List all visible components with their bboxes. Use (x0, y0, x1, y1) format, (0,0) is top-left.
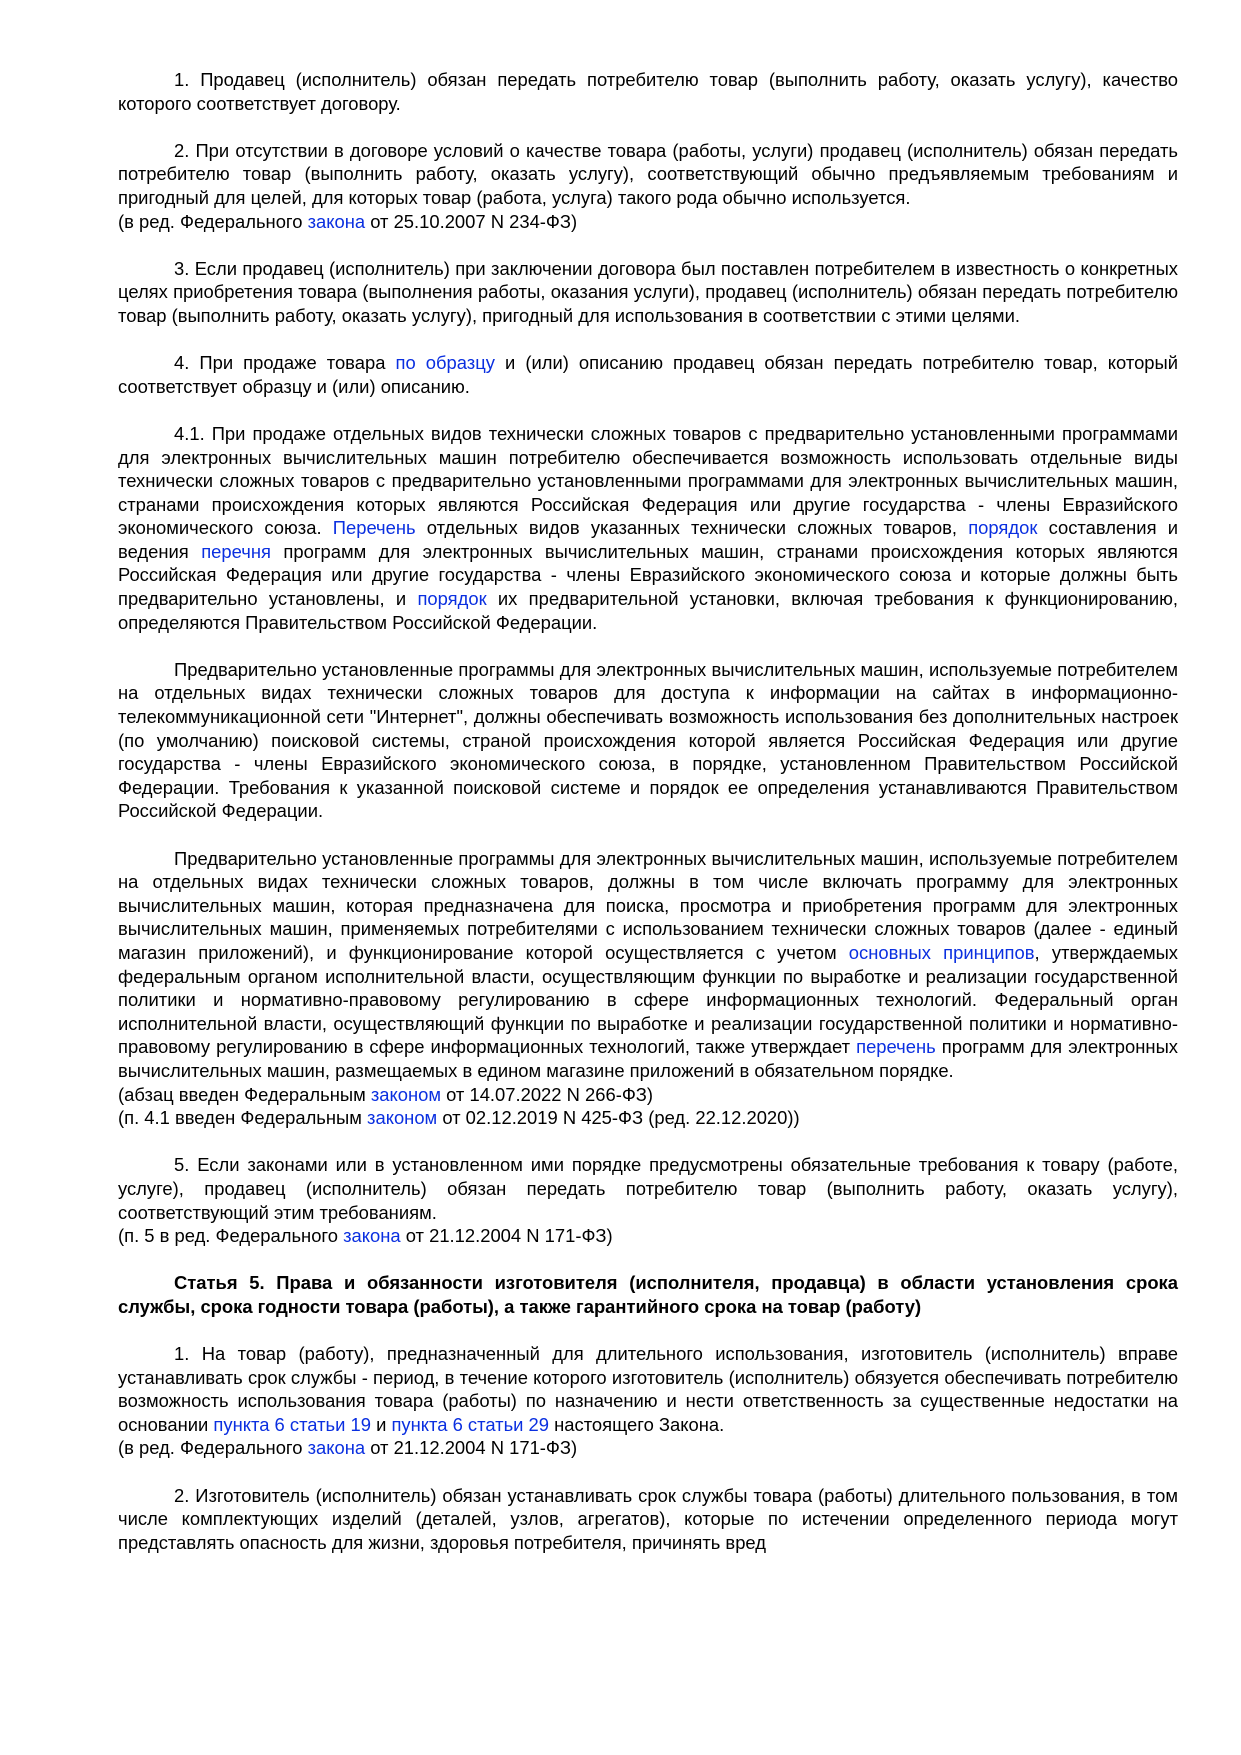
list-link[interactable]: перечень (856, 1036, 936, 1058)
amendment-note: (п. 4.1 введен Федеральным законом от 02.12.2019 N 425-ФЗ (ред. 22.12.2020)) (118, 1107, 800, 1129)
procedure-link[interactable]: порядок (968, 517, 1038, 539)
paragraph-4-3: 3. Если продавец (исполнитель) при заключении договора был поставлен потребителем в известность о конкретных целях приобретения товара (выполнения работы, оказания услуги), продавец (исполнитель) обязан передать потребителю товар (выполнить работу, оказать услугу), пригодный для использования в соответствии с этими целями. (118, 257, 1178, 326)
document-page (118, 68, 1178, 1554)
paragraph-4-4-1: 4.1. При продаже отдельных видов технически сложных товаров с предварительно установленными программами для электронных вычислительных машин потребителю обеспечивается возможность использовать отдельные виды технически сложных товаров с предварительно установленными программами для электронных вычислительных машин, странами происхождения которых являются Российская Федерация или другие государства - члены Евразийского экономического союза. Перечень отдельных видов указанных технически сложных товаров, порядок составления и ведения перечня программ для электронных вычислительных машин, странами происхождения которых являются Российская Федерация или другие государства - члены Евразийского экономического союза и которые должны быть предварительно установлены, и порядок их предварительной установки, включая требования к функционированию, определяются Правительством Российской Федерации. (118, 422, 1179, 633)
paragraph-5-1: 1. На товар (работу), предназначенный для длительного использования, изготовитель (исполнитель) вправе устанавливать срок службы - период, в течение которого изготовитель (исполнитель) обязуется обеспечивать потребителю возможность использования товара (работы) по назначению и нести ответственность за существенные недостатки на основании пункта 6 статьи 19 и пункта 6 статьи 29 настоящего Закона. (в ред. Федерального закона от 21.12.2004 N 171-ФЗ) (118, 1343, 1178, 1459)
law-link[interactable]: законом (370, 1083, 441, 1105)
paragraph-search-system: Предварительно установленные программы для электронных вычислительных машин, используемые потребителем на отдельных видах технически сложных товаров для доступа к информации на сайтах в информационно-телекоммуникационной сети "Интернет", должны обеспечивать возможность использования без дополнительных настроек (по умолчанию) поисковой системы, страной происхождения которой является Российская Федерация или другие государства - члены Евразийского экономического союза, в порядке, установленном Правительством Российской Федерации. Требования к указанной поисковой системе и порядок ее определения устанавливаются Правительством Российской Федерации. (118, 658, 1178, 822)
paragraph-app-store: Предварительно установленные программы для электронных вычислительных машин, используемые потребителем на отдельных видах технически сложных товаров, должны в том числе включать программу для электронных вычислительных машин, которая предназначена для поиска, просмотра и приобретения программ для электронных вычислительных машин, применяемых потребителями с использованием технически сложных товаров (далее - единый магазин приложений), и функционирование которой осуществляется с учетом основных принципов, утверждаемых федеральным органом исполнительной власти, осуществляющим функции по выработке и реализации государственной политики и нормативно-правовому регулированию в сфере информационных технологий. Федеральный орган исполнительной власти, осуществляющий функции по выработке и реализации государственной политики и нормативно-правовому регулированию в сфере информационных технологий, также утверждает перечень программ для электронных вычислительных машин, размещаемых в едином магазине приложений в обязательном порядке. (абзац введен Федеральным законом от 14.07.2022 N 266-ФЗ) (п. 4.1 введен Федеральным законом от 02.12.2019 N 425-ФЗ (ред. 22.12.2020)) (118, 847, 1179, 1129)
paragraph-4-2: 2. При отсутствии в договоре условий о качестве товара (работы, услуги) продавец (исполнитель) обязан передать потребителю товар (выполнить работу, оказать услугу), соответствующий обычно предъявляемым требованиям и пригодный для целей, для которых товар (работа, услуга) такого рода обычно используется. (в ред. Федерального закона от 25.10.2007 N 234-ФЗ) (118, 139, 1178, 232)
amendment-note: (в ред. Федерального закона от 21.12.2004 N 171-ФЗ) (118, 1437, 578, 1459)
amendment-note: (абзац введен Федеральным законом от 14.07.2022 N 266-ФЗ) (118, 1083, 654, 1105)
list-link[interactable]: перечня (201, 540, 271, 562)
law-link[interactable]: закона (343, 1225, 401, 1247)
sample-link[interactable]: по образцу (395, 352, 495, 374)
paragraph-4-5: 5. Если законами или в установленном ими порядке предусмотрены обязательные требования к товару (работе, услуге), продавец (исполнитель) обязан передать потребителю товар (выполнить работу, оказать услугу), соответствующий этим требованиям. (п. 5 в ред. Федерального закона от 21.12.2004 N 171-ФЗ) (118, 1154, 1178, 1247)
amendment-note: (п. 5 в ред. Федерального закона от 21.12.2004 N 171-ФЗ) (118, 1225, 613, 1247)
paragraph-4-1: 1. Продавец (исполнитель) обязан передать потребителю товар (выполнить работу, оказать услугу), качество которого соответствует договору. (118, 69, 1178, 114)
law-link[interactable]: закона (307, 1437, 366, 1459)
article-5-heading: Статья 5. Права и обязанности изготовителя (исполнителя, продавца) в области установления срока службы, срока годности товара (работы), а также гарантийного срока на товар (работу) (118, 1272, 1178, 1317)
amendment-note: (в ред. Федерального закона от 25.10.2007 N 234-ФЗ) (118, 210, 578, 232)
paragraph-4-4: 4. При продаже товара по образцу и (или) описанию продавец обязан передать потребителю товар, который соответствует образцу и (или) описанию. (118, 352, 1179, 397)
paragraph-5-2: 2. Изготовитель (исполнитель) обязан устанавливать срок службы товара (работы) длительного пользования, в том числе комплектующих изделий (деталей, узлов, агрегатов), которые по истечении определенного периода могут представлять опасность для жизни, здоровья потребителя, причинять вред (118, 1484, 1178, 1553)
procedure-link[interactable]: порядок (417, 588, 487, 610)
law-link[interactable]: закона (307, 210, 366, 232)
law-link[interactable]: законом (367, 1107, 438, 1129)
article-19-link[interactable]: пункта 6 статьи 19 (213, 1413, 371, 1435)
list-link[interactable]: Перечень (332, 517, 416, 539)
article-29-link[interactable]: пункта 6 статьи 29 (391, 1413, 550, 1435)
principles-link[interactable]: основных принципов (848, 941, 1035, 963)
